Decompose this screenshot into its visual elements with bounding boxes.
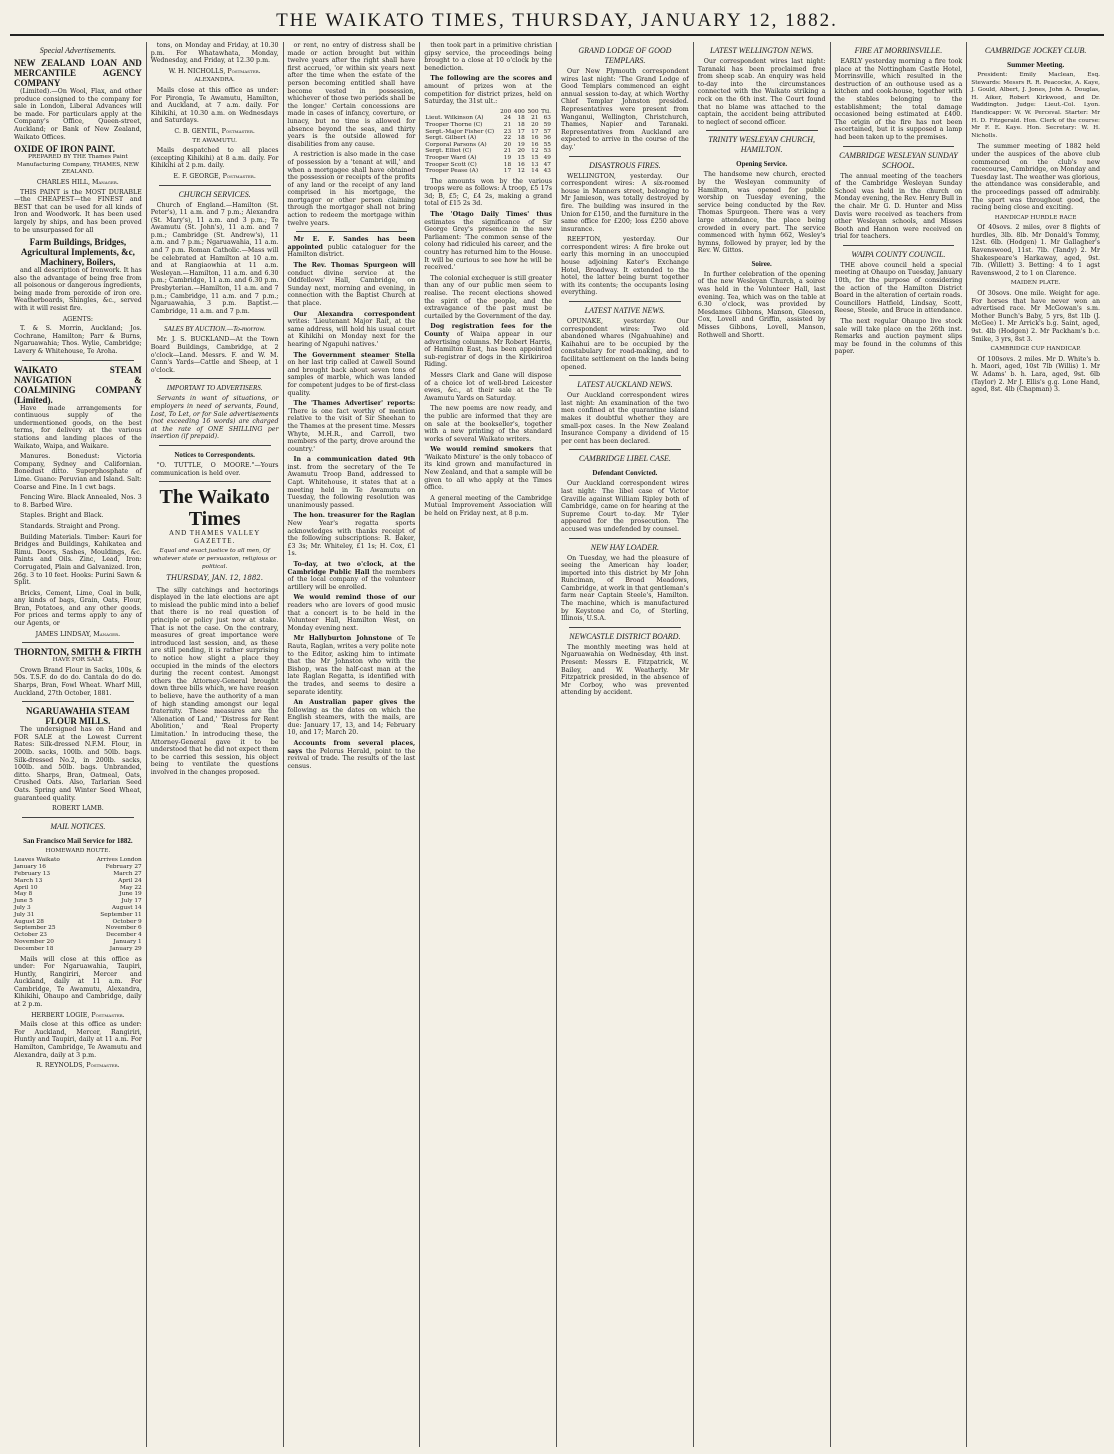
column-3 [284,42,421,1447]
scores-value-cell: 18 [517,135,525,142]
table-row [14,864,142,871]
mail-leaves-cell: April 10 [14,884,38,891]
alexandra-text: Mails close at this office as under: For Pirongia, Te Awamutu, Hamilton, and Auckland, at 7 a.m. daily. For Kihikihi, at 10.30 a.m. on Wednesdays and Saturdays. [150,86,279,125]
scores-value-cell: 59 [543,121,551,128]
otago-text: estimates the significance of Sir George Grey's presence in the new Parliament: 'The common sense of the colony had ridiculed his career, and the country has returned him to the House. It will be curious to see how he will be received.' [424,218,552,272]
scores-value-cell: 20 [517,148,525,155]
scores-value-cell: 20 [503,141,512,148]
reunion-text: readers who are lovers of good music that a concert is to be held in the Volunteer Hall, Hamilton West, on Monday evening next. [287,601,416,632]
divider [569,627,681,628]
agents-text: T. & S. Morrin, Auckland; Jos. Cochrane, Hamilton; Parr & Burns, Ngaruawahia; Thos. Wylie, Cambridge; Lavery & Whitehouse, Te Aroha. [14,325,142,356]
loader-heading: NEW HAY LOADER. [590,542,659,552]
scores-col-500: 500 [527,108,539,115]
dateline: THURSDAY, JAN. 12, 1882. [166,574,263,583]
mail-arrives-cell: November 6 [105,925,142,932]
johnstone-item [288,635,416,696]
alexandra-corr-text: writes: 'Lieutenant Major Rait, at the same address, will hold his usual court at Kihikihi on Monday next for the hearing of Ngapuhi natives.' [287,318,416,348]
fire-text: EARLY yesterday morning a fire took place at the Nottingham Castle Hotel, Morrinsville, which resulted in the destruction of an outhouse used as a kitchen and cook-house, together with the stables belonging to the establishment; the total damage occasioned being estimated at £400. The origin of the fire has not been ascertained, but it is supposed a lamp had been taken up to the premises. [834,58,963,141]
table-row [14,891,142,898]
scores-name-cell: Sergt.-Major Fisher (C) [425,128,495,135]
summer-heading: Summer Meeting. [1006,60,1065,69]
mail-leaves-cell: July 3 [14,904,31,911]
scores-value-cell: 55 [543,141,551,148]
stella-item [288,352,416,398]
maiden-text: Of 30sovs. One mile. Weight for age. For horses that have never won an advertised race. Mr McGowan's s.m. Mother Bunch's Baby, 5 yrs, 8st 1lb (J. McGee) 1. Mr Arrick's b.g. Saint, aged, 9st. 4lb (Hodgen) 2. Mr Packham's b.c. Smike, 3 yrs, 8st 3. [971,290,1100,343]
scores-footnote: The amounts won by the various troops were as follows: A troop, £5 17s 3d; B, £5; C, £4 2s, making a grand total of £15 2s 3d. [424,177,552,208]
thornton-sub: HAVE FOR SALE [52,657,104,664]
scores-col-400: 400 [513,108,525,115]
oxide-title: OXIDE OF IRON PAINT. [14,144,115,155]
waipa-heading: WAIPA COUNTY COUNCIL. [851,249,946,259]
column-6 [694,42,831,1447]
trinity-heading: TRINITY WESLEYAN CHURCH, HAMILTON. [708,135,816,155]
staples-text: Staples. Bright and Black. [20,512,104,520]
divider [569,301,681,302]
cambridge-cup-title: CAMBRIDGE CUP HANDICAP. [990,346,1081,353]
mail-arrives-cell: June 19 [119,891,142,898]
alexandra-postmaster: C. B. GENTIL, Postmaster. [174,127,255,135]
mail-arrives-cell: March 27 [113,870,142,877]
standards-text: Standards. Straight and Prong. [20,522,120,530]
jockey-intro: The summer meeting of 1882 held under the auspices of the above club commenced on the club's new racecourse, Cambridge, on Monday and Tuesday last. The weather was glorious, the attendance was considerable, and the proceedings passed off admirably. The sport was throughout good, the racing being close and exciting. [971,143,1100,212]
scores-value-cell: 43 [543,168,551,175]
newcastle-text: The monthly meeting was held at Ngaruawahia on Wednesday, 4th inst. Present: Messrs E. Fitzpatrick, W. Bailey, and W. Weatherly. Mr Fitzpatrick presided, in the absence of Mr Corboy, who was prevented attending by accident. [561,643,689,697]
column-1 [10,42,147,1447]
alexandra-title: ALEXANDRA. [194,77,235,84]
mail-arrives-cell: December 4 [106,932,142,939]
notices-heading: Notices to Correspondents. [174,450,255,459]
sandes-item [288,236,416,259]
special-ads-heading: Special Advertisements. [39,46,117,55]
divider [159,319,271,320]
scores-body [424,115,552,174]
scores-value-cell: 18 [517,121,525,128]
column-4 [420,42,557,1447]
table-row [14,925,142,932]
otago-heading: The 'Otago Daily Times' thus [430,211,552,219]
paper-text: following as the dates on which the English steamers, with the mails, are due: January 17, 13, and 14; February 10, and 17; March 20. [287,706,416,737]
comm-text: inst. from the secretary of the Te Awamutu Troop Band, addressed to Capt. Whitehouse, it states that at a meeting held in Te Awamutu on Tuesday, the following resolution was unanimously passed. [287,463,416,509]
mail-arrives-cell: October 9 [112,918,142,925]
scores-value-cell: 15 [531,154,539,161]
raglan-text: New Year's regatta sports acknowledges with thanks receipt of the following subscriptions: R. Baker, £3 3s; Mr. Whiteley, £1 1s; H. Cox, £1 1s. [287,520,416,558]
thornton-title: THORNTON, SMITH & FIRTH [14,647,142,658]
postmaster-1: W. H. NICHOLLS, Postmaster. [168,67,261,75]
handicap-text: Of 40sovs. 2 miles, over 8 flights of hurdles, 3lb. 8lb. Mr Donald's Tommy, 12st. 6lb. (Hodgen) 1. Mr Gallagher's Ravenswood, 11st. 7lb. (Tandy) 2. Mr Shakespeare's Harkaway, aged, 9st. 7lb. (Willett) 3. Betting: 4 to 1 agst Ravenswood, 2 to 1 on Clarence. [971,224,1100,277]
table-row [424,115,552,122]
ngaruawahia-postmaster: R. REYNOLDS, Postmaster. [36,1062,120,1070]
scores-name-cell: Trooper Ward (A) [425,154,477,161]
teawamutu-text: Mails despatched to all places (excepting Kihikihi) at 8 a.m. daily. For Kihikihi at 2 p.m. daily. [150,147,279,170]
scores-value-cell: 15 [517,154,525,161]
thames-heading: The 'Thames Advertiser' reports: [293,400,416,408]
smokers-item [424,446,552,492]
mail-arrives-cell: April 24 [118,877,142,884]
table-row [14,919,142,926]
divider [159,445,271,446]
scores-value-cell: 18 [503,161,512,168]
newcastle-heading: NEWCASTLE DISTRICT BOARD. [569,631,681,641]
scores-col-total: Ttl. [541,108,551,115]
native-heading: LATEST NATIVE NEWS. [584,306,666,316]
trinity-sub: Opening Service. [736,160,788,169]
alexandra-heading: Our Alexandra correspondent [293,310,416,318]
building-text: Building Materials. Timber: Kauri for Bridges and Buildings, Kahikatea and Rimu. Doors, Sashes, Mouldings, &c. Paints and Oils. Zinc, Lead, Iron: Corrugated, Plain and Galvanized. Iron, 26g. 3 to 10 feet. Hooks: Purini Sawn & Split. [14,533,142,587]
scores-name-cell: Lieut. Wilkinson (A) [425,115,484,122]
scores-item [424,75,552,105]
mail-leaves-cell: October 23 [14,932,47,939]
officers-text: President: Emily Maclean, Esq. Stewards: Messrs R. R. Peacocke, A. Kaye, J. Gould, Albert, J. Jones, John A. Douglas, H. Aiker, Robert Kirkwood, and Dr. Waddington. Judge: Lieut.-Col. Lyon. Handicapper: W. W. Perceval. Starter: Mr H. D. Fitzgerald. Hon. Clerk of the course: Mr F. E. Kaye. Hon. Secretary: W. H. Nicholls. [971,72,1100,139]
mail-leaves-cell: May 8 [14,891,33,898]
jockey-heading: CAMBRIDGE JOCKEY CLUB. [984,46,1087,55]
scores-heading: The following are the scores and [430,75,552,83]
mail-leaves-cell: November 20 [14,938,54,945]
scores-value-cell: 23 [503,128,512,135]
scores-value-cell: 56 [543,135,551,142]
ngaruawahia-mills-signature: ROBERT LAMB. [51,805,104,813]
scores-value-cell: 12 [517,168,525,175]
mail-arrives-cell: July 17 [121,898,142,905]
maiden-title: MAIDEN PLATE. [1010,280,1061,287]
thames-text: 'There is one fact worthy of mention relative to the visit of Sir Sheehan to the Thames at the present time. Messrs Whyte, M.H.R., and Carroll, two members of the party, drove around the country.' [287,407,416,453]
mail-notices-heading: MAIL NOTICES. [50,821,106,831]
sandes-text: public cataloguer for the Hamilton district. [287,243,416,259]
column-7 [831,42,968,1447]
ngaruawahia-mills-text: The undersigned has on Hand and FOR SALE at the Lowest Current Rates: Silk-dressed N.F.M. Flour, in 200lb. sacks, 100lb. and 50lb. bags. Silk-dressed No.2, in 200lb. sacks, 100lb. and 50lb. bags. Unbranded, ditto. Sharps, Bran, Oatmeal, Oats, Crushed Oats. Also, Tarlarian Seed Oats. Spring and Winter Seed Wheat, guaranteed quality. [14,726,142,802]
bricks-text: Bricks, Cement, Lime, Coal in bulk, any kinds of bags, Grain, Oats, Flour, Bran, Potatoes, and any other goods. For prices and terms apply to any of our Agents, or [14,589,142,628]
reunion-heading: We would remind those of our [293,594,416,602]
hamilton-postmaster: HERBERT LOGIE, Postmaster. [31,1011,125,1019]
mail-arrives-cell: February 27 [105,864,142,871]
libel-sub: Defendant Convicted. [592,469,658,478]
mail-col-leaves: Leaves Waikato [14,857,60,864]
mail-leaves-cell: February 13 [14,870,51,877]
today-heading: To-day, at two o'clock, at the Cambridge Public Hall [287,561,416,576]
soiree-text: In further celebration of the opening of the new Wesleyan Church, a soiree was held in the Volunteer Hall, last evening. Tea, which was on the table at 6.30 o'clock, was provided by Mesdames Gibbons, Manson, Gleeson, Cox, Lovell and Griffin, assisted by Misses Gibbons, Lovell, Manson, Rothwell and Shortt. [697,270,826,339]
mail-table [14,864,142,952]
auckland-heading: LATEST AUCKLAND NEWS. [577,380,673,390]
divider [706,130,818,131]
reunion-item [288,594,416,632]
divider [159,481,271,482]
divider [22,701,134,702]
editorial-continued-1: or rent, no entry of distress shall be made or action brought but within twelve years after the right shall have first accrued, 'or within six years next after the time when the estate of the person becoming entitled shall have become vested in possession, whichever of those two periods shall be the longer.' Certain concessions are made in cases of infancy, coverture, or lunacy, but no time is allowed for absence beyond the seas, and thirty years is the outside allowed for disabilities from any cause. [287,42,416,148]
accounts-item [288,740,416,770]
newspaper-flag: The Waikato Times [159,486,270,531]
column-5 [557,42,694,1447]
scores-value-cell: 16 [531,141,539,148]
table-row [14,946,142,953]
spurgeon-text: conduct divine service at the Oddfellows' Hall, Cambridge, on Sunday next, morning and evening, in connection with the Baptist Church at that place. [287,269,416,307]
scores-value-cell: 19 [517,141,525,148]
important-heading: IMPORTANT TO ADVERTISERS. [166,384,263,393]
mail-leaves-cell: June 5 [14,898,33,905]
dog-heading: Dog registration fees for the County [424,323,552,338]
important-text: Servants in want of situations, or employers in need of servants, Found, Lost, To Let, or for Sale advertisements (not exceeding 16 words) are charged at the rate of ONE SHILLING per insertion (if prepaid). [150,395,279,441]
divider [569,375,681,376]
table-row [424,148,552,155]
divider [22,817,134,818]
waipa-text: THE above council held a special meeting at Ohaupo on Tuesday, January 10th, for the purpose of considering the action of the Hamilton District Board in the alteration of certain roads. Councillors Hatfield, Lindsay, Scott, Reese, Steele, and Bruce in attendance. [834,261,963,315]
scores-col-200: 200 [500,108,512,115]
newspaper-flag-subtitle: AND THAMES VALLEY GAZETTE. [168,529,261,545]
sales-heading: SALES BY AUCTION.—To-morrow. [164,325,266,334]
mail-leaves-cell: September 25 [14,925,56,932]
dog-text: of Waipa appear in our advertising columns. Mr Robert Harris, of Hamilton East, has been appointed sub-registrar of dogs in the Kirikiriroa Riding. [424,330,552,369]
scores-name-cell: Trooper Scott (C) [425,161,477,168]
scores-value-cell: 13 [531,161,539,168]
news-text: The new poems are now ready, and the public are informed that they are on sale at the bookseller's, together with a new printing of the standard works of several Waikato writers. [424,405,552,443]
divider [159,185,271,186]
johnstone-text: of Te Rauta, Raglan, writes a very polite note to the Editor, asking him to intimate that the Mr Johnston who with the Bishop, was the half-cast man at the late Raglan Regatta, is identified with the trades, and seems to desire a separate identity. [287,635,416,696]
wellington-heading: LATEST WELLINGTON NEWS. [710,46,814,55]
church-heading: CHURCH SERVICES. [178,189,251,199]
comm-heading: In a communication dated 9th [293,456,416,464]
table-row [14,898,142,905]
scores-table [424,109,552,175]
table-row [424,168,552,175]
teawamutu-postmaster: E. F. GEORGE, Postmaster. [173,172,256,180]
scores-value-cell: 12 [531,148,539,155]
nz-loan-title: NEW ZEALAND LOAN AND MERCANTILE AGENCY COMPANY [14,58,142,88]
scores-value-cell: 49 [543,154,551,161]
divider [159,378,271,379]
spurgeon-item [288,262,416,308]
column-2 [147,42,284,1447]
meeting-text: A general meeting of the Cambridge Mutual Improvement Association will be held on Friday next, at 8 p.m. [424,494,552,518]
scores-value-cell: 63 [543,115,551,122]
reefton-text: REEFTON, yesterday. Our correspondent wires: A fire broke out early this morning in an unoccupied house adjoining Kater's Exchange Hotel, Broadway. It extended to the hotel, the latter being burnt together with its contents; the occupants losing everything. [561,236,689,297]
mail-table-header [14,857,142,864]
farm-title: Farm Buildings, Bridges, Agricultural Implements, &c, Machinery, Boilers, [20,237,135,268]
oxide-manager: CHARLES HILL, Manager. [36,178,119,186]
sunday-text: The annual meeting of the teachers of the Cambridge Wesleyan Sunday School was held in the church on Monday evening, the Rev. Henry Bull in the chair. Mr G. D. Hunter and Miss Davis were received as teachers from other Wesleyan schools, and Misses Booth and Hannon were received on trial for teachers. [834,172,963,241]
thames-item [288,400,416,453]
scores-value-cell: 19 [503,154,512,161]
mail-arrives-cell: August 14 [111,904,142,911]
accounts-text: the Pelorus Herald, point to the revival of trade. The results of the last census. [287,747,416,770]
scores-text: amount of prizes won at the competition for district prizes, held on Saturday, the 31st ult.: [424,82,552,106]
alexandra-item [288,311,416,349]
today-item [288,561,416,591]
mail-service-title: San Francisco Mail Service for 1882. [23,836,133,845]
table-row [14,885,142,892]
table-row [14,878,142,885]
teawamutu-title: TE AWAMUTU. [192,137,237,144]
divider [569,156,681,157]
fires-text: WELLINGTON, yesterday. Our correspondent wires: A six-roomed house in Manners street, belonging to Mr Jamieson, was totally destroyed by fire. The building was insured in the Union for £150, and the furniture in the same office for £200; loss £250 above insurance. [561,172,689,233]
mail-route-label: HOMEWARD ROUTE. [45,847,111,854]
divider [296,231,408,232]
handicap-title: HANDICAP HURDLE RACE [994,214,1077,221]
editorial-continued-2: A restriction is also made in the case of possession by a 'tenant at will,' and when a mortgagee shall have obtained the possession or receipts of the profits of any land or the receipt of any land comprised in his mortgage, the mortgagor or other person claiming through the mortgagor shall not bring action to redeem the mortgage within twelve years. [287,151,416,227]
fires-heading: DISASTROUS FIRES. [589,160,661,170]
divider [569,538,681,539]
mail-arrives-cell: January 29 [109,945,142,952]
scores-value-cell: 21 [503,148,512,155]
farm-text: and all description of Ironwork. It has also the advantage of being free from all poisonous or dangerous ingredients, being made from peroxide of iron ore. Weatherboards, Shingles, &c., served with it will resist fire. [14,267,142,313]
mail-col-arrives: Arrives London [96,857,142,864]
spurgeon-heading: The Rev. Thomas Spurgeon will [293,262,416,270]
lodge-heading: GRAND LODGE OF GOOD TEMPLARS. [578,46,672,65]
trinity-text: The handsome new church, erected by the Wesleyan community of Hamilton, was opened for public worship on Tuesday evening, the service being conducted by the Rev. Thomas Spurgeon. There was a very large attendance, the place being crowded in every part. The service commenced with hymn 662, Wesley's hymns, followed by prayer, led by the Rev. W. Gittos. [697,171,826,255]
scores-value-cell: 53 [543,148,551,155]
scores-value-cell: 18 [517,115,525,122]
scores-value-cell: 22 [503,135,512,142]
steam-signature: JAMES LINDSAY, Manager. [35,630,121,638]
steam-title: WAIKATO STEAM NAVIGATION & COALMINING COMPANY (Limited). [14,364,142,405]
libel-text: Our Auckland correspondent wires last night: The libel case of Victor Graville against William Ripley both of Cambridge, came on for hearing at the Supreme Court to-day. Mr Tyler appeared for the prosecution. The accused was undefended by counsel. [561,480,689,533]
smokers-text: that 'Waikato Mixture' is the only tobacco of its kind grown and manufactured in New Zealand, and that a sample will be given to all who apply at the Times office. [424,446,552,492]
scores-value-cell: 20 [531,121,539,128]
mail-arrives-cell: May 22 [119,884,142,891]
cambridge-cup-text: Of 100sovs. 2 miles. Mr D. White's b. h. Maori, aged, 10st 7lb (Willis) 1. Mr W. Adams' b. h. Lara, aged, 9st. 6lb (Taylor) 2. Mr J. Ellis's g.g. Lone Hand, aged, 8st. 4lb (Chapman) 3. [971,355,1100,394]
lodge-text: Our New Plymouth correspondent wires last night: 'The Grand Lodge of Good Templars commenced an eight annual session to-day, at which Worthy Chief Templar Johnston presided. Representatives were present from Wanganui, Wellington, Christchurch, Thames, Napier and Taranaki. Representatives from Auckland are expected to arrive in the course of the day.' [561,68,689,151]
mail-leaves-cell: January 16 [14,864,46,871]
mail-leaves-cell: July 31 [14,911,35,918]
ngaruawahia-mills-title: NGARUAWAHIA STEAM FLOUR MILLS. [25,706,130,727]
scores-name-cell: Sergt. Elliot (C) [425,148,472,155]
scores-value-cell: 24 [503,115,512,122]
otago-item [424,211,552,272]
column-8 [967,42,1104,1447]
mail-leaves-cell: December 18 [14,945,54,952]
next-text: The next regular Ohaupo live stock sale will take place on the 26th inst. Remarks and auction payment slips may be found in the columns of this paper. [834,318,963,356]
notices-text: "O. TUTTLE, O MOORE."—Yours communication is held over. [150,461,279,477]
divider [569,449,681,450]
table-row [424,122,552,129]
soiree-heading: Soiree. [751,259,772,268]
scores-value-cell: 21 [531,115,539,122]
nz-loan-text: (Limited).—On Wool, Flax, and other produce consigned to the company for sale in London, Liberal Advances will be made. For particulars apply at the Company's Office, Queen-street, Auckland; or Bank of New Zealand, Waikato Offices. [14,88,142,141]
mail-leaves-cell: March 13 [14,877,43,884]
paper-heading: An Australian paper gives the [293,699,416,707]
paper-item [288,699,416,737]
motto: Equal and exact justice to all men, Of whatever state or persuasion, religious or political. [152,548,277,570]
scores-value-cell: 16 [517,161,525,168]
oxide-sub: PREPARED BY THE Thames Paint Manufacturing Company, THAMES, NEW ZEALAND. [16,154,139,176]
sales-text: Mr. J. S. BUCKLAND—At the Town Board Buildings, Cambridge, at 2 o'clock—Land. Messrs. F. and W. M. Cann's Yards—Cattle and Sheep, at 1 o'clock. [150,336,279,374]
table-row [424,155,552,162]
scores-name-cell: Trooper Pease (A) [425,168,479,175]
scores-value-cell: 17 [517,128,525,135]
accounts-heading: Accounts from several places, says [287,740,416,755]
sunday-heading: CAMBRIDGE WESLEYAN SUNDAY SCHOOL. [839,150,958,170]
loader-text: On Tuesday, we had the pleasure of seeing the American hay loader, imported into this district by Mr John Runciman, of Broad Meadows, Cambridge, at work in that gentleman's farm near Captain Steele's, Hamilton. The machine, which is manufactured by Keystone and Co, of Sterling, Illinois, U.S.A. [561,554,689,623]
auckland-text: Our Auckland correspondent wires last night: An examination of the two men confined at the quarantine island makes it doubtful whether they are small-pox cases. In the New Zealand Insurance Company a dividend of 15 per cent has been declared. [561,392,689,445]
scores-value-cell: 57 [543,128,551,135]
mail-arrives-cell: September 11 [100,911,142,918]
hamilton-mail-text: Mails will close at this office as under: For Ngaruawahia, Taupiri, Huntly, Rangiriri, Mercer and Auckland, daily at 11 a.m. For Cambridge, Te Awamutu, Alexandra, Kihikihi, Ohaupo and Cambridge, daily at 2 p.m. [14,955,142,1009]
table-row [14,905,142,912]
table-row [14,871,142,878]
comm-item [288,456,416,509]
masthead: THE WAIKATO TIMES, THURSDAY, JANUARY 12, 1882. [10,8,1104,36]
table-row [424,135,552,142]
wellington-text: Our correspondent wires last night: Taranaki has been proclaimed free from sheep scab. An enquiry was held to-day into the circumstances connected with the Waikato striking a rock on the 6th inst. The Court found that no blame was attached to the captain, the accident being attributed to neglect of second officer. [697,58,826,126]
ngaruawahia-mail-text: Mails close at this office as under: For Auckland, Mercer, Rangiriri, Huntly and Taupiri, daily at 11 a.m. For Hamilton, Cambridge, Te Awamutu and Alexandra, daily at 3 p.m. [14,1021,142,1059]
mail-leaves-cell: August 28 [14,918,44,925]
mail-arrives-cell: January 1 [113,938,142,945]
columns [10,42,1104,1447]
divider [22,642,134,643]
messrs-text: Messrs Clark and Gane will dispose of a choice lot of well-bred Leicester ewes, &c., at their sale at the Te Awamutu Yards on Saturday. [424,371,552,402]
stella-heading: The Government steamer Stella [293,351,416,359]
divider [843,245,955,246]
fire-heading: FIRE AT MORRINSVILLE. [854,46,943,55]
fencing-text: Fencing Wire. Black Annealed, Nos. 3 to 8. Barbed Wire. [14,494,142,509]
raglan-item [288,512,416,558]
dog-item [424,323,552,369]
scores-value-cell: 16 [531,135,539,142]
scores-value-cell: 17 [531,128,539,135]
scores-name-cell: Corporal Parsons (A) [425,141,487,148]
agents-label: AGENTS: [62,315,94,323]
otago-continued: The colonial exchequer is still greater than any of our public men seem to realise. The recent elections showed the spirit of the people, and the extravagance of the past must be curtailed by the Government of the day. [424,274,552,320]
scores-value-cell: 21 [503,121,512,128]
scores-value-cell: 14 [531,168,539,175]
manures-text: Manures. Bonedust: Victoria Company, Sydney and Californian. Bonedust ditto. Superphosphate of Lime. Guano: Peruvian and Island. Salt: Coarse and Fine. In 1 cwt bags. [14,453,142,491]
editorial-text: The silly catchings and hectorings displayed in the late elections are apt to mislead the public mind into a belief that there is no real question of principle or policy just now at stake. That is not the case. On the contrary, measures of great importance were introduced last session, and, as these are still pending, it is rather surprising to notice how slight a place they occupied in the minds of the electors during the recent contest. Amongst others the Attorney-General brought down three bills which, we have reason to believe, have the authority of a man of high standing amongst our legal fraternity. These measures are the 'Alienation of Land,' 'Distress for Rent Abolition,' and 'Real Property Limitation.' In introducing these, the Attorney-General gave it to be understood that he did not expect them to be carried this session, his object being to ventilate the questions involved in the changes proposed. [150,586,279,776]
gipsy-text: then took part in a primitive christian gipsy service, the proceedings being brought to a close at 10 o'clock by the benediction. [424,42,552,72]
stella-text: on her last trip called at Cawell Sound and brought back about seven tons of samples of marble, which was landed for competent judges to be of first-class quality. [287,359,416,397]
native-text: OPUNAKE, yesterday. Our correspondent wires: Two old abandoned whares (Ngahuahine) and Kaihahui are to be occupied by the constabulary for road-making, and to facilitate settlement on the lands being opened. [561,318,689,371]
steam-text: Have made arrangements for continuous supply of the undermentioned goods, on the best terms, for delivery at the various stations and landing places of the Waikato, Waipa, and Waikare. [14,404,142,450]
scores-name-cell: Sergt. Gilbert (A) [425,135,477,142]
libel-heading: CAMBRIDGE LIBEL CASE. [578,454,671,464]
table-row [14,932,142,939]
divider [22,360,134,361]
raglan-heading: The hon. treasurer for the Raglan [293,512,416,520]
thornton-text: Crown Brand Flour in Sacks, 100s, & 50s. T.S.F. do do do. Cantala do do do. Sharps, Bran, Fowl Wheat. Wharf Mill, Auckland, 27th October, 1881. [14,666,142,697]
johnstone-heading: Mr Hallyburton Johnstone [293,635,392,643]
sandes-heading: Mr E. F. Sandes has been appointed [287,236,416,251]
table-row [14,939,142,946]
today-text: the members of the local company of the volunteer artillery will be enrolled. [287,568,416,591]
scores-name-cell: Trooper Thorne (C) [425,121,483,128]
oxide-text: THIS PAINT is the MOST DURABLE—the CHEAPEST—the FINEST and BEST that can be used for all kinds of Iron and Woodwork. It has been used largely by ships, and has been proved to be unsurpassed for all [14,188,142,234]
smokers-heading: We would remind smokers [430,446,534,454]
church-text: Church of England.—Hamilton (St. Peter's), 11 a.m. and 7 p.m.; Alexandra (St. Mary's), 11 a.m. and 3 p.m.; Te Awamutu (St. John's), 11 a.m. and 7 p.m.; Cambridge (St. Andrew's), 11 a.m. and 7 p.m.; Ngaruawahia, 11 a.m. and 7 p.m. Roman Catholic.—Mass will be celebrated at Hamilton at 10 a.m. and at Rangiaowhia at 11 a.m. Wesleyan.—Hamilton, 11 a.m. and 6.30 p.m.; Cambridge, 11 a.m. and 6.30 p.m. Presbyterian.—Hamilton, 11 a.m. and 7 p.m.; Cambridge, 11 a.m. and 7 p.m.; Ngaruawahia, 3 p.m. Baptist.—Cambridge, 11 a.m. and 7 p.m. [150,201,279,315]
scores-value-cell: 17 [503,168,512,175]
table-row [14,912,142,919]
mail-continued: tons, on Monday and Friday, at 10.30 p.m. For Whatawhata, Monday, Wednesday, and Friday, at 12.30 p.m. [150,42,279,65]
divider [843,146,955,147]
scores-value-cell: 47 [543,161,551,168]
